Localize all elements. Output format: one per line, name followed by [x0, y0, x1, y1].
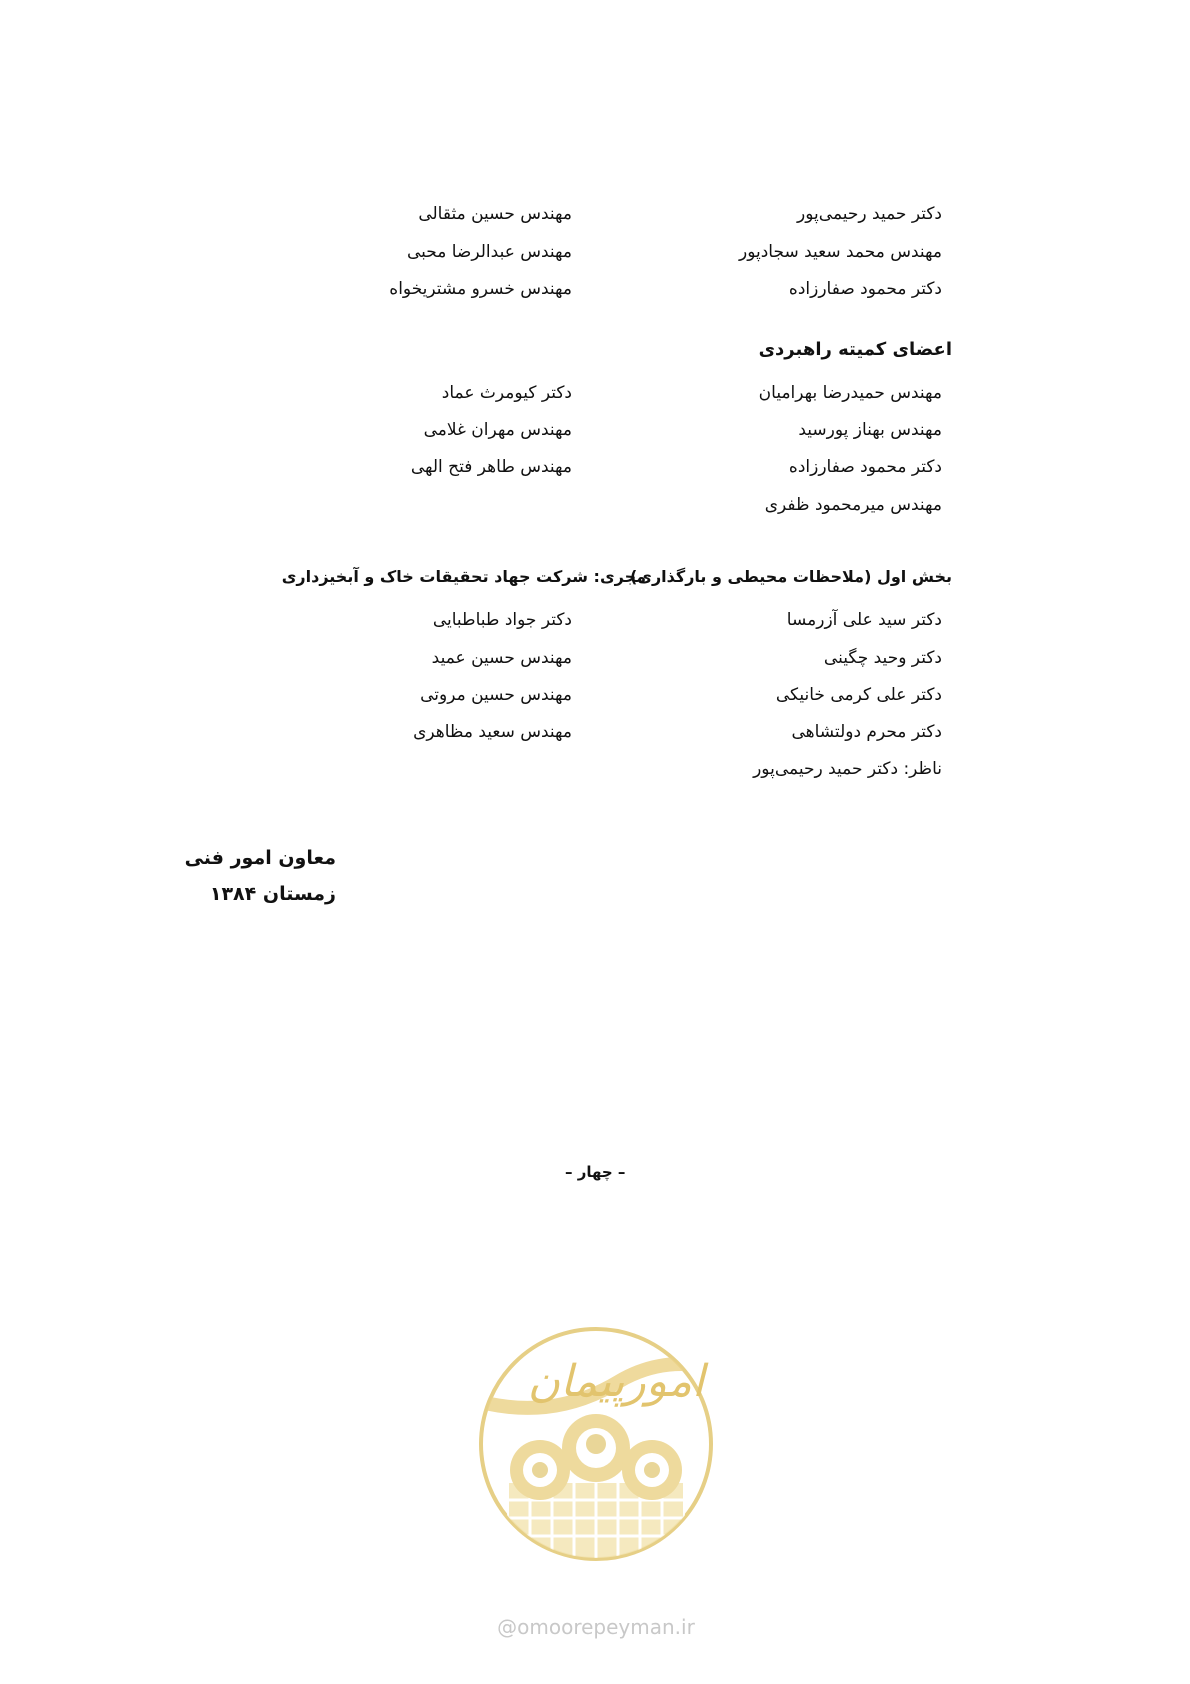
page-number: – چهار – — [565, 1163, 626, 1181]
strategic-left-name-2: مهندس مهران غلامی — [423, 420, 572, 440]
part1-heading: بخش اول (ملاحظات محیطی و بارگذاری) — [629, 567, 952, 586]
strategic-right-name-2: مهندس بهناز پورسید — [798, 420, 942, 440]
group1-right-name-1: دکتر حمید رحیمی‌پور — [797, 204, 942, 224]
part1-supervisor: ناظر: دکتر حمید رحیمی‌پور — [753, 759, 942, 779]
group1-left-name-3: مهندس خسرو مشتریخواه — [389, 279, 572, 299]
part1-left-name-2: مهندس حسین عمید — [431, 648, 572, 668]
part1-right-name-3: دکتر علی کرمی خانیکی — [775, 685, 942, 705]
signature-title: معاون امور فنی — [184, 847, 336, 869]
part1-left-name-4: مهندس سعید مظاهری — [413, 722, 572, 742]
group1-left-name-2: مهندس عبدالرضا محبی — [406, 242, 572, 262]
part1-executor: مجری: شرکت جهاد تحقیقات خاک و آبخیزداری — [281, 567, 646, 586]
svg-text:@omoorepeyman.ir: @omoorepeyman.ir — [497, 1615, 695, 1639]
strategic-right-name-3: دکتر محمود صفارزاده — [788, 457, 942, 477]
group1-left-name-1: مهندس حسین مثقالی — [418, 204, 572, 224]
watermark-logo-icon — [468, 1322, 724, 1652]
part1-left-name-1: دکتر جواد طباطبایی — [432, 610, 572, 630]
strategic-left-name-1: دکتر کیومرث عماد — [441, 383, 572, 403]
strategic-right-name-1: مهندس حمیدرضا بهرامیان — [758, 383, 942, 403]
group1-right-name-3: دکتر محمود صفارزاده — [788, 279, 942, 299]
part1-right-name-4: دکتر محرم دولتشاهی — [791, 722, 942, 742]
part1-right-name-1: دکتر سید علی آزرمسا — [786, 610, 942, 630]
strategic-right-name-4: مهندس میرمحمود ظفری — [764, 495, 942, 515]
svg-text:امورپیمان: امورپیمان — [527, 1356, 705, 1407]
group1-right-name-2: مهندس محمد سعید سجادپور — [739, 242, 942, 262]
part1-right-name-2: دکتر وحید چگینی — [823, 648, 942, 668]
strategic-left-name-3: مهندس طاهر فتح الهی — [410, 457, 572, 477]
part1-left-name-3: مهندس حسین مروتی — [420, 685, 572, 705]
signature-date: زمستان ۱۳۸۴ — [209, 883, 336, 905]
strategic-committee-heading: اعضای کمیته راهبردی — [758, 339, 952, 360]
